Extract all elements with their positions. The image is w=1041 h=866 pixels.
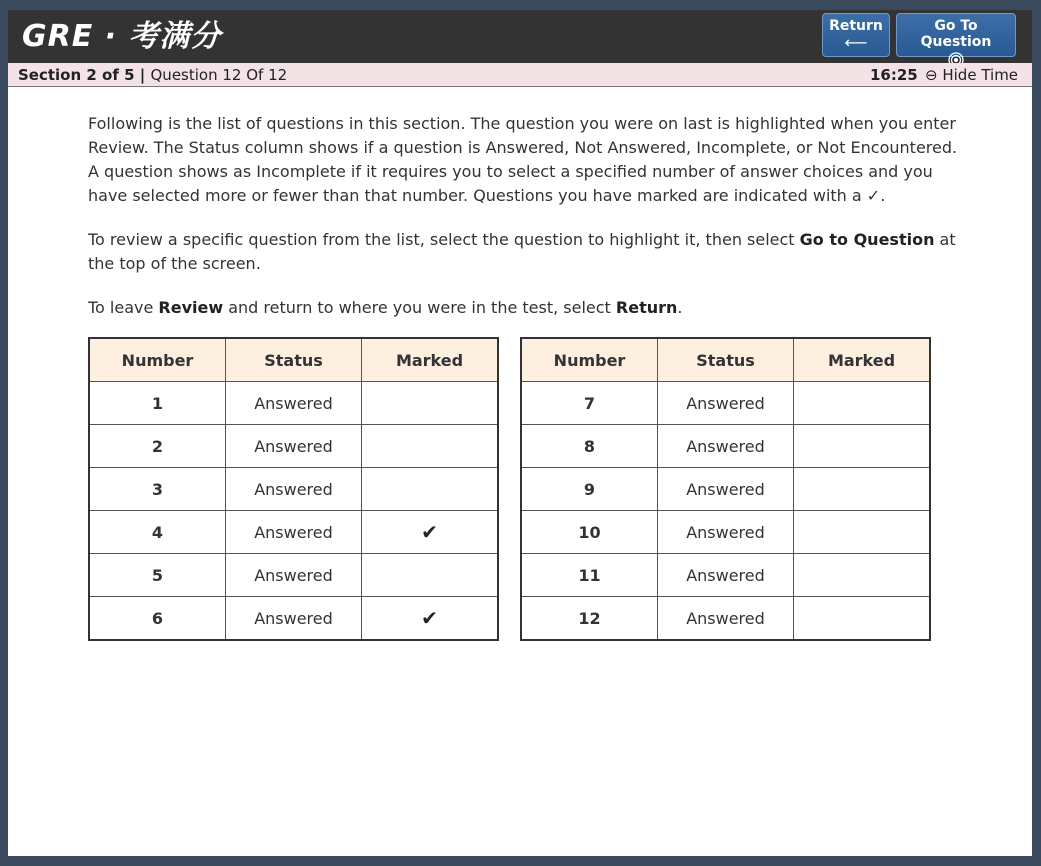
question-number[interactable]: 8 [521, 425, 658, 468]
question-number[interactable]: 11 [521, 554, 658, 597]
table-row[interactable] [521, 382, 930, 425]
column-header-marked: Marked [362, 338, 499, 382]
checkmark-icon: ✔ [421, 520, 438, 544]
p3-text-c: and return to where you were in the test, select [223, 298, 616, 317]
p3-bold-review: Review [158, 298, 224, 317]
column-header-status: Status [226, 338, 362, 382]
return-button[interactable] [822, 13, 890, 57]
arrow-left-icon: ⟵ [844, 35, 868, 52]
minus-circle-icon: ⊖ [925, 66, 938, 84]
table-row[interactable] [89, 597, 498, 641]
question-number[interactable]: 5 [89, 554, 226, 597]
p3-bold-return: Return [615, 298, 678, 317]
question-marked[interactable] [794, 554, 931, 597]
table-header-row [521, 338, 930, 382]
return-button-label: Return [829, 18, 883, 34]
question-number[interactable]: 2 [89, 425, 226, 468]
section-indicator [18, 63, 287, 87]
question-status[interactable]: Answered [658, 554, 794, 597]
review-screen [8, 10, 1032, 856]
go-to-question-label: Go To Question [920, 18, 992, 50]
question-status[interactable]: Answered [226, 511, 362, 554]
instructions [88, 112, 958, 340]
question-number[interactable]: 10 [521, 511, 658, 554]
question-status[interactable]: Answered [658, 511, 794, 554]
section-label: Section 2 of 5 [18, 66, 135, 84]
question-marked[interactable] [794, 425, 931, 468]
checkmark-icon: ✔ [421, 606, 438, 630]
status-bar [8, 63, 1032, 87]
column-header-number: Number [89, 338, 226, 382]
column-header-number: Number [521, 338, 658, 382]
question-marked[interactable] [362, 597, 499, 641]
question-table-left [88, 337, 499, 641]
table-row[interactable] [89, 554, 498, 597]
hide-time-label: Hide Time [942, 66, 1019, 84]
question-number[interactable]: 1 [89, 382, 226, 425]
question-number[interactable]: 7 [521, 382, 658, 425]
question-number[interactable]: 4 [89, 511, 226, 554]
top-toolbar [8, 10, 1032, 63]
question-status[interactable]: Answered [226, 597, 362, 641]
question-marked[interactable] [362, 511, 499, 554]
question-marked[interactable] [362, 468, 499, 511]
instructions-paragraph-2 [88, 228, 958, 276]
table-row[interactable] [89, 382, 498, 425]
question-status[interactable]: Answered [226, 425, 362, 468]
table-row[interactable] [521, 468, 930, 511]
logo [22, 19, 222, 55]
table-row[interactable] [521, 425, 930, 468]
question-status[interactable]: Answered [226, 382, 362, 425]
hide-time-toggle[interactable] [925, 63, 1018, 87]
separator: | [139, 66, 146, 84]
question-table-right [520, 337, 931, 641]
go-to-question-button[interactable] [896, 13, 1016, 57]
table-row[interactable] [521, 597, 930, 641]
p3-text-a: To leave [88, 298, 159, 317]
p2-bold: Go to Question [799, 230, 935, 249]
question-number[interactable]: 6 [89, 597, 226, 641]
question-status[interactable]: Answered [658, 382, 794, 425]
instructions-paragraph-1: Following is the list of questions in this section. The question you were on last is highlighted when you enter Review. The Status column shows if a question is Answered, Not Answered, Incomplete, or Not Encountered. A question shows as Incomplete if it requires you to select a specified number of answer choices and you have selected more or fewer than that number. Questions you have marked are indicated with a ✓. [88, 114, 958, 205]
question-status[interactable]: Answered [658, 597, 794, 641]
question-marked[interactable] [362, 425, 499, 468]
question-marked[interactable] [794, 511, 931, 554]
column-header-marked: Marked [794, 338, 931, 382]
question-number[interactable]: 12 [521, 597, 658, 641]
timer: 16:25 [870, 66, 918, 84]
question-indicator: Question 12 Of 12 [150, 66, 288, 84]
column-header-status: Status [658, 338, 794, 382]
table-row[interactable] [521, 511, 930, 554]
table-row[interactable] [89, 425, 498, 468]
p2-text-c: at the top of the screen. [88, 230, 956, 273]
instructions-paragraph-3 [88, 296, 958, 320]
logo-text: GRE · 考满分 [22, 19, 222, 54]
question-marked[interactable] [362, 554, 499, 597]
question-status[interactable]: Answered [226, 468, 362, 511]
question-marked[interactable] [794, 597, 931, 641]
p2-text-a: To review a specific question from the list, select the question to highlight it, then select [88, 230, 800, 249]
question-number[interactable]: 9 [521, 468, 658, 511]
table-header-row [89, 338, 498, 382]
question-status[interactable]: Answered [658, 425, 794, 468]
question-status[interactable]: Answered [226, 554, 362, 597]
question-number[interactable]: 3 [89, 468, 226, 511]
table-row[interactable] [89, 468, 498, 511]
table-row[interactable] [521, 554, 930, 597]
table-row[interactable] [89, 511, 498, 554]
question-marked[interactable] [794, 468, 931, 511]
question-marked[interactable] [362, 382, 499, 425]
question-status[interactable]: Answered [658, 468, 794, 511]
question-marked[interactable] [794, 382, 931, 425]
p3-text-e: . [677, 298, 683, 317]
